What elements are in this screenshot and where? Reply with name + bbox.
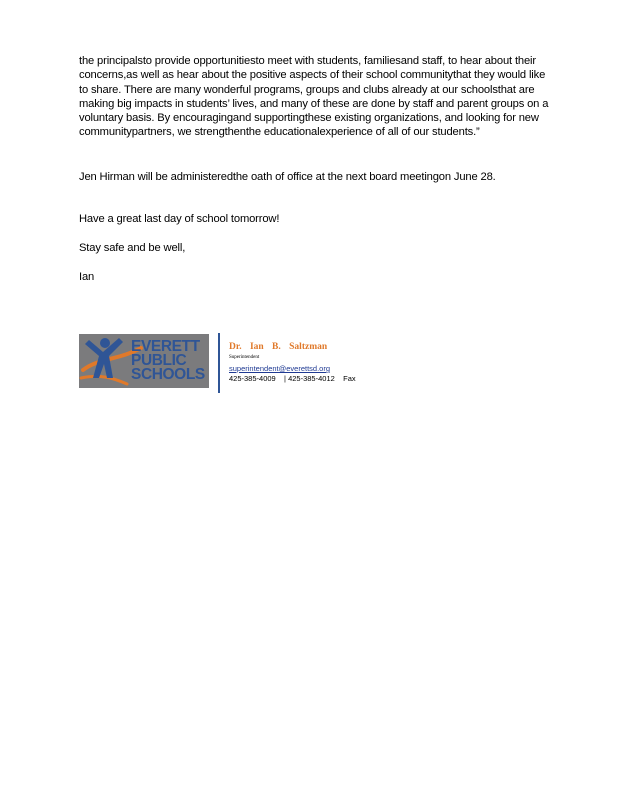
logo-line: PUBLIC (131, 352, 187, 369)
letter-paragraph: Have a great last day of school tomorrow! (79, 213, 280, 225)
logo-wordmark (131, 340, 205, 382)
signature-title: Superintendent (229, 355, 260, 360)
letter-closing: Stay safe and be well, (79, 242, 186, 254)
letter-signoff-name: Ian (79, 271, 95, 283)
everett-public-schools-logo (79, 334, 209, 388)
signature-name: Dr. Ian B. Saltzman (229, 342, 328, 352)
signature-phone-numbers: 425-385-4009 | 425-385-4012 Fax (229, 374, 356, 383)
logo-line: SCHOOLS (131, 366, 205, 383)
signature-divider (218, 333, 220, 393)
letter-paragraph: Jen Hirman will be administeredthe oath of office at the next board meetingon June 28. (79, 171, 496, 183)
signature-email-link[interactable]: superintendent@everettsd.org (229, 364, 331, 373)
letter-paragraph: the principalsto provide opportunitiesto meet with students, familiesand staff, to hear about their concerns,as well as hear about the positive aspects of their school communitythat they would like to share. There are many wonderful programs, groups and clubs already at our schoolsthat are making big impacts in students’ lives, and many of these are done by staff and parent groups on a voluntary basis. By encouragingand supportingthese existing organizations, and looking for new communitypartners, we strengthenthe educationalexperience of all of our students.” (79, 55, 549, 139)
email-signature (79, 333, 379, 393)
logo-line: EVERETT (131, 338, 200, 355)
